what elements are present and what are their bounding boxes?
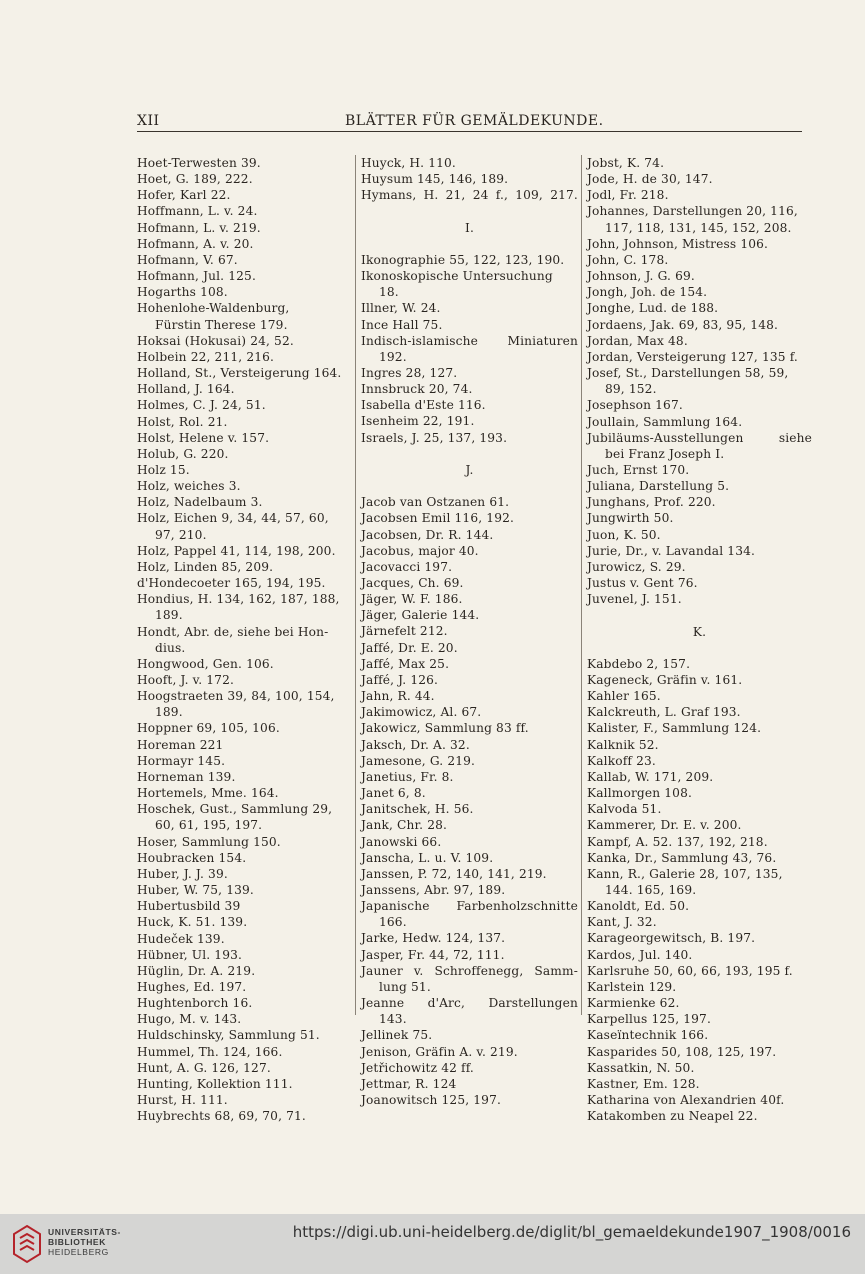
- index-entry: Hooft, J. v. 172.: [137, 673, 235, 687]
- index-entry: Ingres 28, 127.: [361, 366, 458, 380]
- index-entry: Ikonoskopische Untersuchung: [361, 269, 553, 284]
- index-entry: Huybrechts 68, 69, 70, 71.: [137, 1109, 306, 1124]
- index-column-1: [137, 155, 352, 1124]
- index-entry: Katharina von Alexandrien 40f.: [587, 1093, 785, 1108]
- index-entry: Holz, Eichen 9, 34, 44, 57, 60,: [137, 511, 329, 526]
- index-entry: Hondt, Abr. de, siehe bei Hon-: [137, 624, 329, 639]
- index-entry: Janetius, Fr. 8.: [361, 769, 454, 784]
- index-entry: Jacobus, major 40.: [361, 543, 479, 558]
- index-entry: Kaseïntechnik 166.: [587, 1028, 709, 1043]
- index-entry: Isenheim 22, 191.: [361, 414, 475, 429]
- index-entry: Huyck, H. 110.: [361, 156, 456, 170]
- index-entry-continuation: Fürstin Therese 179.: [155, 317, 288, 332]
- index-entry-continuation: 189.: [155, 705, 183, 720]
- index-entry: Hummel, Th. 124, 166.: [137, 1044, 283, 1059]
- column-divider: [581, 155, 582, 1015]
- index-entry-continuation: 189.: [155, 608, 183, 623]
- index-entry: Hubertusbild 39: [137, 899, 241, 914]
- word: Farbenholzschnitte: [456, 899, 578, 914]
- index-entry: Holmes, C. J. 24, 51.: [137, 398, 266, 413]
- index-entry: Jaffé, Max 25.: [361, 656, 450, 671]
- index-entry: Karlstein 129.: [587, 979, 677, 994]
- word: Samm-: [534, 963, 578, 978]
- index-entry: Jungwirth 50.: [587, 511, 674, 526]
- spacer: [361, 446, 578, 462]
- word: f.,: [495, 188, 508, 203]
- index-entry: Jakowicz, Sammlung 83 ff.: [361, 721, 529, 736]
- index-entry: Houbracken 154.: [137, 850, 247, 865]
- index-entry: Järnefelt 212.: [361, 624, 448, 639]
- index-entry: Kastner, Em. 128.: [587, 1076, 700, 1091]
- word: 24: [472, 188, 489, 203]
- index-entry: Hoser, Sammlung 150.: [137, 834, 281, 849]
- word: Jubiläums-Ausstellungen: [587, 430, 744, 445]
- word: v.: [413, 963, 424, 978]
- index-entry: Janssen, P. 72, 140, 141, 219.: [361, 866, 547, 881]
- index-entry: Jacob van Ostzanen 61.: [361, 495, 510, 510]
- index-entry: Jaffé, J. 126.: [361, 672, 439, 687]
- index-entry: Jacques, Ch. 69.: [361, 576, 464, 590]
- index-entry: Hunt, A. G. 126, 127.: [137, 1060, 271, 1075]
- index-entry: Holz 15.: [137, 462, 190, 477]
- spacer: [361, 236, 578, 252]
- index-entry: Jodl, Fr. 218.: [587, 188, 669, 203]
- index-entry: Kasparides 50, 108, 125, 197.: [587, 1044, 777, 1059]
- word: d'Arc,: [427, 996, 466, 1011]
- index-entry: Innsbruck 20, 74.: [361, 382, 473, 397]
- word: 109,: [515, 188, 543, 203]
- index-entry: Holland, J. 164.: [137, 382, 235, 397]
- index-entry: Hughes, Ed. 197.: [137, 979, 247, 994]
- index-entry: Janssens, Abr. 97, 189.: [361, 882, 506, 897]
- index-entry: [361, 963, 578, 979]
- index-entry: Jordan, Versteigerung 127, 135 f.: [587, 349, 798, 364]
- source-url[interactable]: https://digi.ub.uni-heidelberg.de/diglit/bl_gemaeldekunde1907_1908/0016: [292, 1223, 851, 1241]
- index-entry: Jamesone, G. 219.: [361, 753, 476, 768]
- index-entry: Jenison, Gräfin A. v. 219.: [361, 1044, 518, 1059]
- index-entry: Juon, K. 50.: [587, 527, 661, 542]
- index-entry: Jurie, Dr., v. Lavandal 134.: [587, 543, 756, 558]
- index-entry: Junghans, Prof. 220.: [587, 495, 716, 510]
- index-entry: Kanoldt, Ed. 50.: [587, 899, 690, 914]
- spacer: [587, 640, 812, 656]
- index-entry: Jasper, Fr. 44, 72, 111.: [361, 947, 505, 962]
- index-entry: Isabella d'Este 116.: [361, 398, 486, 413]
- index-entry: Jarke, Hedw. 124, 137.: [361, 931, 506, 946]
- index-entry: Kardos, Jul. 140.: [587, 947, 693, 962]
- library-name: [48, 1227, 121, 1257]
- index-entry: Horeman 221: [137, 737, 224, 752]
- index-entry: Holz, Linden 85, 209.: [137, 559, 274, 574]
- index-entry: Hunting, Kollektion 111.: [137, 1076, 293, 1091]
- index-entry: Johannes, Darstellungen 20, 116,: [587, 204, 798, 219]
- index-entry: Hughtenborch 16.: [137, 996, 253, 1011]
- index-entry: [587, 430, 812, 446]
- word: siehe: [778, 430, 812, 445]
- word: 21,: [445, 188, 466, 203]
- index-entry: Jacobsen, Dr. R. 144.: [361, 527, 494, 542]
- index-entry: Jacovacci 197.: [361, 559, 453, 574]
- index-entry: Jetřichowitz 42 ff.: [361, 1060, 474, 1075]
- index-column-2: [361, 155, 578, 1108]
- index-entry: Jode, H. de 30, 147.: [587, 172, 713, 187]
- section-letter-heading: J.: [465, 462, 474, 477]
- spacer: [587, 607, 812, 623]
- index-entry: Holub, G. 220.: [137, 446, 229, 461]
- index-entry: Josephson 167.: [587, 398, 683, 413]
- library-seal-icon: [12, 1224, 42, 1264]
- index-entry: Hoogstraeten 39, 84, 100, 154,: [137, 689, 335, 704]
- index-entry: Kassatkin, N. 50.: [587, 1060, 695, 1075]
- index-entry: Hofmann, Jul. 125.: [137, 269, 256, 284]
- index-entry: Janitschek, H. 56.: [361, 802, 474, 817]
- index-entry: Hofmann, V. 67.: [137, 252, 238, 267]
- index-entry: Jacobsen Emil 116, 192.: [361, 511, 515, 526]
- index-entry: Kammerer, Dr. E. v. 200.: [587, 818, 742, 833]
- index-entry: Jäger, W. F. 186.: [361, 592, 463, 607]
- index-entry: Hohenlohe-Waldenburg,: [137, 301, 290, 316]
- index-entry: Kalckreuth, L. Graf 193.: [587, 705, 741, 720]
- index-entry: Jakimowicz, Al. 67.: [361, 705, 482, 720]
- index-entry: Hübner, Ul. 193.: [137, 947, 243, 962]
- index-entry: Jahn, R. 44.: [361, 689, 435, 704]
- index-entry: Hüglin, Dr. A. 219.: [137, 963, 256, 978]
- index-entry: Janet 6, 8.: [361, 786, 426, 801]
- index-entry: Holst, Rol. 21.: [137, 414, 228, 429]
- index-entry-continuation: 18.: [379, 285, 399, 300]
- word: Jeanne: [361, 996, 405, 1011]
- index-entry: Hormayr 145.: [137, 753, 226, 768]
- index-entry: Joanowitsch 125, 197.: [361, 1093, 502, 1107]
- index-entry: Karpellus 125, 197.: [587, 1012, 711, 1027]
- word: Darstellungen: [488, 996, 578, 1011]
- index-entry: Jäger, Galerie 144.: [361, 608, 480, 623]
- index-entry-continuation: 166.: [379, 915, 407, 930]
- index-entry: Karmienke 62.: [587, 996, 680, 1011]
- index-entry: Holz, Nadelbaum 3.: [137, 495, 263, 510]
- index-entry: John, Johnson, Mistress 106.: [587, 236, 769, 251]
- index-entry: Holst, Helene v. 157.: [137, 430, 270, 445]
- index-entry: John, C. 178.: [587, 252, 669, 267]
- index-entry: [361, 995, 578, 1011]
- index-entry: Hofmann, A. v. 20.: [137, 236, 254, 251]
- index-entry: Karlsruhe 50, 60, 66, 193, 195 f.: [587, 963, 793, 978]
- index-entry: Huck, K. 51. 139.: [137, 915, 248, 930]
- index-entry-continuation: dius.: [155, 640, 186, 655]
- index-entry: Kampf, A. 52. 137, 192, 218.: [587, 834, 768, 849]
- index-entry: [361, 333, 578, 349]
- index-entry: Janowski 66.: [361, 834, 442, 849]
- index-entry: Hoet, G. 189, 222.: [137, 172, 253, 187]
- index-entry: Huysum 145, 146, 189.: [361, 172, 509, 187]
- header-rule: [137, 131, 802, 132]
- index-entry: Kahler 165.: [587, 689, 661, 704]
- index-entry: Katakomben zu Neapel 22.: [587, 1109, 758, 1124]
- word: Jauner: [361, 963, 403, 978]
- index-entry-continuation: 60, 61, 195, 197.: [155, 818, 263, 833]
- index-entry: Hurst, H. 111.: [137, 1093, 228, 1108]
- index-entry: Jaksch, Dr. A. 32.: [361, 737, 470, 752]
- index-entry: Jank, Chr. 28.: [361, 818, 448, 833]
- index-entry: Ince Hall 75.: [361, 317, 443, 332]
- index-entry: Jettmar, R. 124: [361, 1076, 457, 1091]
- index-entry: Kalvoda 51.: [587, 802, 662, 817]
- index-entry: Jurowicz, S. 29.: [587, 559, 686, 574]
- library-logo[interactable]: [12, 1222, 192, 1266]
- index-entry: Jordan, Max 48.: [587, 333, 688, 348]
- word: H.: [423, 188, 439, 203]
- index-entry: Israels, J. 25, 137, 193.: [361, 430, 508, 445]
- index-entry: Ikonographie 55, 122, 123, 190.: [361, 252, 565, 267]
- index-entry: Kalister, F., Sammlung 124.: [587, 721, 762, 736]
- section-letter-heading: K.: [692, 624, 707, 639]
- footer-bar: [0, 1214, 865, 1274]
- index-entry: Kalkoff 23.: [587, 753, 656, 768]
- word: 217.: [550, 188, 578, 203]
- index-entry: Horneman 139.: [137, 769, 236, 784]
- index-entry: Juch, Ernst 170.: [587, 462, 690, 477]
- index-entry: Huber, J. J. 39.: [137, 866, 228, 881]
- index-entry: Jaffé, Dr. E. 20.: [361, 640, 458, 655]
- spacer: [361, 203, 578, 219]
- index-entry-continuation: 143.: [379, 1012, 407, 1027]
- library-line: BIBLIOTHEK: [48, 1237, 106, 1247]
- index-entry: Hoschek, Gust., Sammlung 29,: [137, 802, 333, 817]
- index-entry: Jonghe, Lud. de 188.: [587, 301, 719, 316]
- word: Indisch-islamische: [361, 333, 479, 348]
- index-entry: Hugo, M. v. 143.: [137, 1012, 242, 1027]
- index-entry: Holz, weiches 3.: [137, 479, 241, 494]
- index-entry: Hondius, H. 134, 162, 187, 188,: [137, 592, 340, 607]
- index-entry-continuation: 144. 165, 169.: [605, 883, 697, 897]
- index-entry: Hongwood, Gen. 106.: [137, 656, 274, 671]
- section-letter-heading: I.: [465, 220, 474, 235]
- running-head: BLÄTTER FÜR GEMÄLDEKUNDE.: [345, 113, 604, 129]
- spacer: [361, 478, 578, 494]
- index-entry: Huldschinsky, Sammlung 51.: [137, 1028, 320, 1043]
- index-entry: Kallmorgen 108.: [587, 786, 693, 801]
- index-entry: Janscha, L. u. V. 109.: [361, 850, 494, 865]
- index-entry: Hoffmann, L. v. 24.: [137, 204, 258, 219]
- library-line: UNIVERSITÄTS-: [48, 1227, 121, 1237]
- index-entry: Jongh, Joh. de 154.: [587, 285, 708, 300]
- word: Schroffenegg,: [434, 963, 524, 978]
- index-entry: Juvenel, J. 151.: [587, 592, 682, 607]
- index-entry: Hofer, Karl 22.: [137, 188, 231, 203]
- index-entry: Kabdebo 2, 157.: [587, 656, 691, 671]
- index-entry-continuation: 192.: [379, 349, 407, 364]
- index-entry: Holland, St., Versteigerung 164.: [137, 366, 342, 381]
- library-line: HEIDELBERG: [48, 1247, 109, 1257]
- index-entry: Johnson, J. G. 69.: [587, 269, 695, 284]
- index-entry: Kann, R., Galerie 28, 107, 135,: [587, 866, 783, 881]
- index-entry: Hogarths 108.: [137, 285, 228, 300]
- index-entry: Hoppner 69, 105, 106.: [137, 721, 280, 736]
- index-entry: Jordaens, Jak. 69, 83, 95, 148.: [587, 317, 779, 332]
- page-header: [137, 111, 802, 133]
- index-entry: Hudeček 139.: [137, 931, 225, 946]
- index-entry-continuation: 89, 152.: [605, 382, 657, 397]
- index-entry: Juliana, Darstellung 5.: [587, 479, 730, 494]
- column-divider: [355, 155, 356, 1015]
- index-entry: Holbein 22, 211, 216.: [137, 349, 275, 364]
- index-entry: Karageorgewitsch, B. 197.: [587, 931, 756, 946]
- index-entry: [361, 187, 578, 203]
- index-entry: Joullain, Sammlung 164.: [587, 414, 743, 429]
- word: Miniaturen: [507, 333, 578, 348]
- index-entry: Hortemels, Mme. 164.: [137, 786, 279, 801]
- index-entry: Kant, J. 32.: [587, 915, 657, 930]
- index-entry: Illner, W. 24.: [361, 301, 441, 316]
- index-entry: Jellinek 75.: [361, 1028, 433, 1043]
- index-entry: Kallab, W. 171, 209.: [587, 769, 714, 784]
- index-entry-continuation: 97, 210.: [155, 527, 207, 542]
- index-entry: Josef, St., Darstellungen 58, 59,: [587, 366, 789, 381]
- index-entry-continuation: lung 51.: [379, 979, 431, 994]
- word: Japanische: [361, 899, 430, 914]
- index-entry: Kalknik 52.: [587, 737, 659, 752]
- index-entry: Hofmann, L. v. 219.: [137, 220, 261, 235]
- word: Hymans,: [361, 188, 417, 203]
- index-entry: Hoksai (Hokusai) 24, 52.: [137, 333, 294, 348]
- index-entry: Jobst, K. 74.: [587, 156, 665, 170]
- index-entry: Kageneck, Gräfin v. 161.: [587, 672, 743, 687]
- index-entry: Kanka, Dr., Sammlung 43, 76.: [587, 850, 777, 865]
- index-entry: Huber, W. 75, 139.: [137, 883, 254, 898]
- index-entry: Justus v. Gent 76.: [587, 576, 698, 591]
- index-entry-continuation: bei Franz Joseph I.: [605, 446, 725, 461]
- index-entry: Holz, Pappel 41, 114, 198, 200.: [137, 543, 336, 558]
- index-entry-continuation: 117, 118, 131, 145, 152, 208.: [605, 220, 792, 235]
- index-entry: d'Hondecoeter 165, 194, 195.: [137, 576, 326, 591]
- index-entry: Hoet-Terwesten 39.: [137, 156, 261, 170]
- index-entry: [361, 898, 578, 914]
- page-number: XII: [137, 113, 160, 129]
- index-column-3: [587, 155, 812, 1124]
